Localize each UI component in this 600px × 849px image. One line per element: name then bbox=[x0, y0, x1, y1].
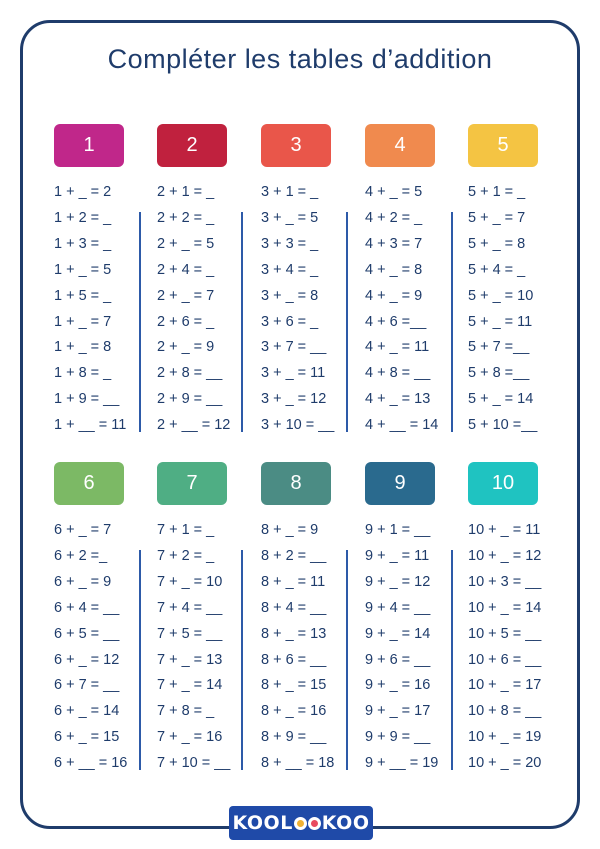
equation-line: 4 + __ = 14 bbox=[365, 417, 439, 434]
equation-line: 7 + _ = 16 bbox=[157, 729, 223, 746]
column-divider bbox=[241, 550, 243, 770]
logo-prefix: KOOL bbox=[232, 812, 293, 834]
equation-line: 5 + _ = 7 bbox=[468, 209, 526, 226]
page-title: Compléter les tables d’addition bbox=[107, 44, 493, 74]
equation-line: 3 + 4 = _ bbox=[261, 261, 319, 278]
equation-line: 7 + _ = 14 bbox=[157, 677, 223, 694]
table-header-6: 6 bbox=[54, 462, 124, 505]
equation-line: 8 + 4 = __ bbox=[261, 599, 327, 616]
logo-dot-icon bbox=[308, 817, 321, 830]
equation-line: 9 + 1 = __ bbox=[365, 522, 431, 538]
column-divider bbox=[139, 212, 141, 432]
equation-line: 2 + 9 = __ bbox=[157, 391, 223, 408]
equation-line: 6 + 4 = __ bbox=[54, 599, 120, 616]
equation-line: 3 + 10 = __ bbox=[261, 417, 335, 434]
equation-line: 8 + _ = 11 bbox=[261, 573, 326, 590]
equation-line: 3 + _ = 5 bbox=[261, 209, 319, 226]
equation-line: 8 + 2 = __ bbox=[261, 547, 327, 564]
equation-line: 4 + _ = 5 bbox=[365, 184, 423, 200]
equation-line: 4 + _ = 8 bbox=[365, 261, 423, 278]
equation-line: 9 + 9 = __ bbox=[365, 729, 431, 746]
equation-line: 7 + 10 = __ bbox=[157, 755, 231, 772]
equation-line: 5 + _ = 14 bbox=[468, 391, 534, 408]
table-header-3: 3 bbox=[261, 124, 331, 167]
column-divider bbox=[451, 212, 453, 432]
equation-line: 2 + 1 = _ bbox=[157, 184, 215, 200]
equation-line: 10 + 8 = __ bbox=[468, 703, 542, 720]
table-header-8: 8 bbox=[261, 462, 331, 505]
equation-line: 3 + _ = 12 bbox=[261, 391, 327, 408]
equation-line: 4 + 2 = _ bbox=[365, 209, 423, 226]
equation-line: 6 + 5 = __ bbox=[54, 625, 120, 642]
equation-line: 6 + __ = 16 bbox=[54, 755, 128, 772]
equation-line: 9 + _ = 16 bbox=[365, 677, 431, 694]
equation-line: 1 + _ = 5 bbox=[54, 261, 112, 278]
equation-line: 7 + 4 = __ bbox=[157, 599, 223, 616]
equation-line: 6 + 2 =_ bbox=[54, 547, 108, 564]
logo-dot-icon bbox=[294, 817, 307, 830]
equation-line: 1 + 5 = _ bbox=[54, 287, 112, 304]
equation-line: 5 + 4 = _ bbox=[468, 261, 526, 278]
equation-line: 5 + 7 =__ bbox=[468, 339, 530, 356]
column-divider bbox=[139, 550, 141, 770]
equation-line: 9 + __ = 19 bbox=[365, 755, 439, 772]
equation-line: 3 + 1 = _ bbox=[261, 184, 319, 200]
column-divider bbox=[346, 212, 348, 432]
table-header-9: 9 bbox=[365, 462, 435, 505]
equation-line: 7 + 1 = _ bbox=[157, 522, 215, 538]
equation-line: 2 + _ = 5 bbox=[157, 235, 215, 252]
equation-line: 2 + _ = 7 bbox=[157, 287, 215, 304]
logo-suffix: KOO bbox=[321, 812, 370, 834]
table-header-5: 5 bbox=[468, 124, 538, 167]
equation-line: 8 + _ = 16 bbox=[261, 703, 327, 720]
equation-line: 6 + _ = 12 bbox=[54, 651, 120, 668]
equation-line: 6 + _ = 9 bbox=[54, 573, 112, 590]
equation-line: 3 + 7 = __ bbox=[261, 339, 327, 356]
equation-line: 7 + _ = 13 bbox=[157, 651, 223, 668]
equation-line: 10 + _ = 12 bbox=[468, 547, 542, 564]
equation-line: 10 + _ = 17 bbox=[468, 677, 542, 694]
column-divider bbox=[451, 550, 453, 770]
equation-line: 10 + 6 = __ bbox=[468, 651, 542, 668]
equation-line: 5 + _ = 10 bbox=[468, 287, 534, 304]
equation-line: 9 + _ = 14 bbox=[365, 625, 431, 642]
equation-line: 8 + _ = 9 bbox=[261, 522, 319, 538]
equation-line: 10 + _ = 19 bbox=[468, 729, 542, 746]
equation-line: 9 + 4 = __ bbox=[365, 599, 431, 616]
column-divider bbox=[241, 212, 243, 432]
column-divider bbox=[346, 550, 348, 770]
equation-line: 1 + 8 = _ bbox=[54, 365, 112, 382]
equation-line: 1 + 3 = _ bbox=[54, 235, 112, 252]
equation-line: 1 + 9 = __ bbox=[54, 391, 120, 408]
equation-line: 3 + _ = 8 bbox=[261, 287, 319, 304]
equation-line: 3 + 6 = _ bbox=[261, 313, 319, 330]
equation-line: 4 + 3 = 7 bbox=[365, 235, 423, 252]
equation-line: 2 + 6 = _ bbox=[157, 313, 215, 330]
koolokoo-logo bbox=[229, 806, 373, 840]
equation-line: 1 + __ = 11 bbox=[54, 417, 127, 434]
table-header-7: 7 bbox=[157, 462, 227, 505]
equation-line: 6 + _ = 7 bbox=[54, 522, 112, 538]
equation-line: 8 + _ = 13 bbox=[261, 625, 327, 642]
equation-line: 4 + _ = 11 bbox=[365, 339, 430, 356]
equation-line: 5 + _ = 11 bbox=[468, 313, 533, 330]
equation-line: 9 + _ = 12 bbox=[365, 573, 431, 590]
equation-line: 4 + 8 = __ bbox=[365, 365, 431, 382]
equation-line: 6 + _ = 14 bbox=[54, 703, 120, 720]
equation-line: 9 + 6 = __ bbox=[365, 651, 431, 668]
equation-line: 6 + 7 = __ bbox=[54, 677, 120, 694]
equation-line: 2 + __ = 12 bbox=[157, 417, 231, 434]
equation-line: 10 + 3 = __ bbox=[468, 573, 542, 590]
equation-line: 8 + 9 = __ bbox=[261, 729, 327, 746]
equation-line: 1 + _ = 8 bbox=[54, 339, 112, 356]
table-header-10: 10 bbox=[468, 462, 538, 505]
equation-line: 2 + 4 = _ bbox=[157, 261, 215, 278]
equation-line: 1 + 2 = _ bbox=[54, 209, 112, 226]
equation-line: 7 + _ = 10 bbox=[157, 573, 223, 590]
equation-line: 5 + 8 =__ bbox=[468, 365, 530, 382]
equation-line: 5 + _ = 8 bbox=[468, 235, 526, 252]
equation-line: 8 + __ = 18 bbox=[261, 755, 335, 772]
equation-line: 7 + 5 = __ bbox=[157, 625, 223, 642]
equation-line: 7 + 2 = _ bbox=[157, 547, 215, 564]
equation-line: 10 + _ = 11 bbox=[468, 522, 541, 538]
table-header-4: 4 bbox=[365, 124, 435, 167]
equation-line: 8 + _ = 15 bbox=[261, 677, 327, 694]
table-header-2: 2 bbox=[157, 124, 227, 167]
equation-line: 3 + 3 = _ bbox=[261, 235, 319, 252]
equation-line: 1 + _ = 2 bbox=[54, 184, 112, 200]
logo-eyes-icon bbox=[294, 817, 321, 830]
equation-line: 2 + 2 = _ bbox=[157, 209, 215, 226]
equation-line: 9 + _ = 17 bbox=[365, 703, 431, 720]
equation-line: 7 + 8 = _ bbox=[157, 703, 215, 720]
equation-line: 5 + 10 =__ bbox=[468, 417, 538, 434]
equation-line: 2 + 8 = __ bbox=[157, 365, 223, 382]
equation-line: 10 + 5 = __ bbox=[468, 625, 542, 642]
equation-line: 1 + _ = 7 bbox=[54, 313, 112, 330]
equation-line: 5 + 1 = _ bbox=[468, 184, 526, 200]
equation-line: 2 + _ = 9 bbox=[157, 339, 215, 356]
equation-line: 4 + 6 =__ bbox=[365, 313, 427, 330]
equation-line: 4 + _ = 9 bbox=[365, 287, 423, 304]
equation-line: 6 + _ = 15 bbox=[54, 729, 120, 746]
equation-line: 10 + _ = 20 bbox=[468, 755, 542, 772]
equation-line: 3 + _ = 11 bbox=[261, 365, 326, 382]
equation-line: 8 + 6 = __ bbox=[261, 651, 327, 668]
equation-line: 10 + _ = 14 bbox=[468, 599, 542, 616]
equation-line: 4 + _ = 13 bbox=[365, 391, 431, 408]
table-header-1: 1 bbox=[54, 124, 124, 167]
equation-line: 9 + _ = 11 bbox=[365, 547, 430, 564]
